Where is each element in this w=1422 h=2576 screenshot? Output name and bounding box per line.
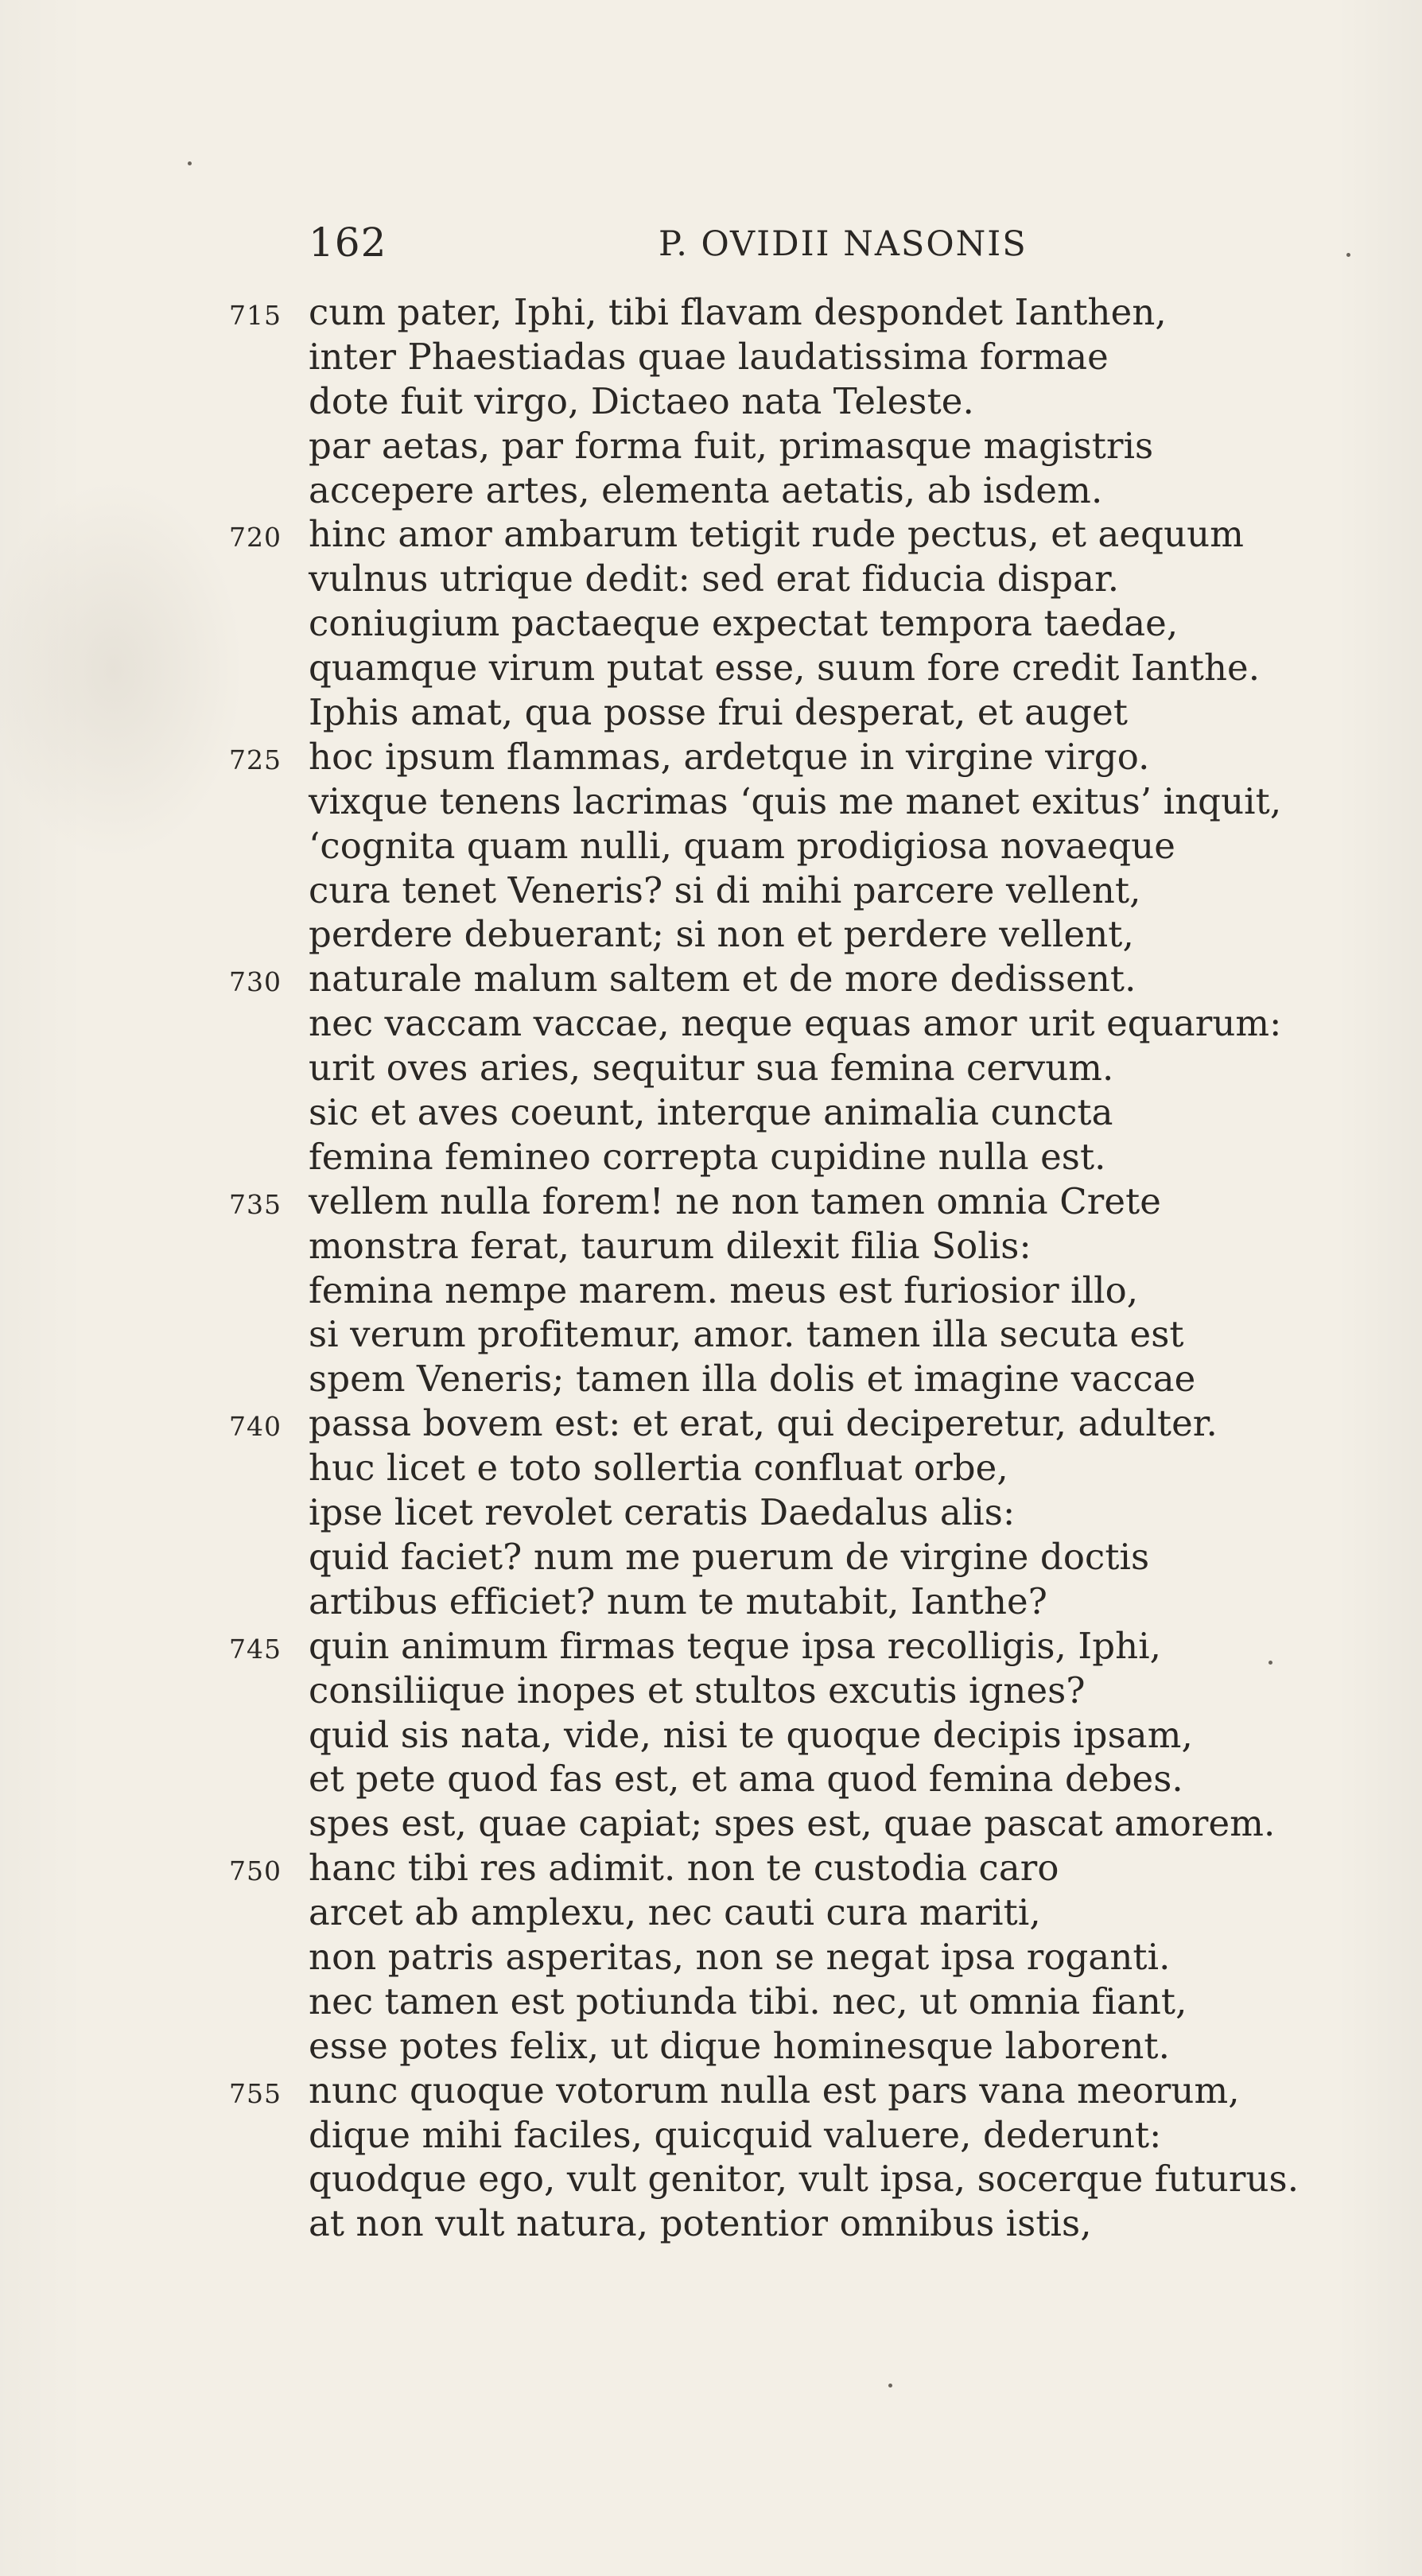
verse-line [229, 646, 1358, 690]
verse-line [229, 512, 1358, 557]
verse-text: ipse licet revolet ceratis Daedalus alis: [309, 1491, 1016, 1534]
verse-line [229, 424, 1358, 468]
verse-text: spem Veneris; tamen illa dolis et imagine vaccae [309, 1358, 1196, 1401]
verse-line [229, 1980, 1358, 2024]
verse-text: vellem nulla forem! ne non tamen omnia Crete [309, 1179, 1162, 1222]
verse-line [229, 2113, 1358, 2158]
verse-text: vulnus utrique dedit: sed erat fiducia dispar. [309, 558, 1120, 600]
verse-text: artibus efficiet? num te mutabit, Ianthe? [309, 1579, 1047, 1622]
verse-text: arcet ab amplexu, nec cauti cura mariti, [309, 1891, 1041, 1934]
verse-text: quid faciet? num me puerum de virgine doctis [309, 1535, 1150, 1578]
verse-line [229, 1001, 1358, 1046]
line-number: 735 [229, 1188, 282, 1220]
verse-text: nec vaccam vaccae, neque equas amor urit equarum: [309, 1002, 1282, 1045]
verse-line [229, 735, 1358, 779]
print-speck [1269, 1661, 1272, 1665]
verse-line [229, 1535, 1358, 1579]
verse-line [229, 1224, 1358, 1269]
verse-text: accepere artes, elementa aetatis, ab isdem. [309, 468, 1103, 511]
verse-text: urit oves aries, sequitur sua femina cervum. [309, 1047, 1114, 1090]
verse-line [229, 1713, 1358, 1758]
verse-line [229, 824, 1358, 868]
verse-line [229, 2157, 1358, 2201]
verse-text: at non vult natura, potentior omnibus istis, [309, 2202, 1092, 2245]
verse-text: nunc quoque votorum nulla est pars vana meorum, [309, 2069, 1240, 2112]
verse-text: naturale malum saltem et de more dedissent. [309, 958, 1136, 1000]
verse-line [229, 601, 1358, 646]
verse-line [229, 2069, 1358, 2113]
verse-text: quid sis nata, vide, nisi te quoque decipis ipsam, [309, 1713, 1193, 1756]
verse-text: cura tenet Veneris? si di mihi parcere vellent, [309, 868, 1141, 911]
verse-line [229, 2024, 1358, 2069]
verse-line [229, 1490, 1358, 1535]
print-speck [1346, 253, 1350, 257]
verse-text: femina nempe marem. meus est furiosior illo, [309, 1269, 1139, 1311]
line-number: 720 [229, 522, 282, 554]
verse-text: par aetas, par forma fuit, primasque magistris [309, 424, 1154, 467]
verse-text: non patris asperitas, non se negat ipsa roganti. [309, 1935, 1171, 1978]
verse-text: spes est, quae capiat; spes est, quae pascat amorem. [309, 1802, 1276, 1845]
verse-line [229, 468, 1358, 513]
line-number: 725 [229, 744, 282, 775]
verse-text: hoc ipsum flammas, ardetque in virgine virgo. [309, 735, 1150, 778]
verse-text: vixque tenens lacrimas ‘quis me manet exitus’ inquit, [309, 779, 1282, 822]
verse-text: coniugium pactaeque expectat tempora taedae, [309, 602, 1179, 645]
verse-text: passa bovem est: et erat, qui deciperetur, adulter. [309, 1402, 1218, 1445]
verse-line [229, 1090, 1358, 1135]
verse-text: consiliique inopes et stultos excutis ignes? [309, 1669, 1086, 1712]
line-number: 715 [229, 300, 282, 331]
verse-line [229, 1357, 1358, 1401]
verse-line [229, 1935, 1358, 1980]
verse-text: monstra ferat, taurum dilexit filia Solis: [309, 1224, 1032, 1267]
verse-line [229, 912, 1358, 957]
verse-text: hanc tibi res adimit. non te custodia caro [309, 1847, 1059, 1890]
line-number: 745 [229, 1633, 282, 1665]
verse-line [229, 2201, 1358, 2246]
verse-line [229, 1890, 1358, 1935]
verse-line [229, 1046, 1358, 1090]
verse-text: quin animum firmas teque ipsa recolligis, Iphi, [309, 1624, 1162, 1667]
verse-text: huc licet e toto sollertia confluat orbe, [309, 1447, 1008, 1490]
verse-text: quodque ego, vult genitor, vult ipsa, socerque futurus. [309, 2158, 1300, 2201]
verse-line [229, 335, 1358, 379]
verse-text: femina femineo correpta cupidine nulla est. [309, 1135, 1106, 1178]
print-speck [888, 2384, 892, 2388]
line-number: 740 [229, 1411, 282, 1443]
verse-line [229, 1579, 1358, 1624]
line-number: 750 [229, 1855, 282, 1887]
verse-text: sic et aves coeunt, interque animalia cuncta [309, 1091, 1113, 1134]
verse-text: et pete quod fas est, et ama quod femina debes. [309, 1758, 1183, 1801]
line-number: 730 [229, 966, 282, 998]
verse-block [229, 290, 1358, 2246]
verse-text: cum pater, Iphi, tibi flavam despondet Ianthen, [309, 291, 1167, 333]
verse-text: hinc amor ambarum tetigit rude pectus, et aequum [309, 513, 1245, 556]
verse-line [229, 1801, 1358, 1846]
verse-line [229, 290, 1358, 335]
page-header [309, 215, 1346, 270]
verse-line [229, 1669, 1358, 1713]
verse-line [229, 1624, 1358, 1669]
verse-text: quamque virum putat esse, suum fore credit Ianthe. [309, 647, 1261, 690]
verse-line [229, 379, 1358, 424]
verse-text: ‘cognita quam nulli, quam prodigiosa novaeque [309, 824, 1175, 867]
verse-line [229, 1846, 1358, 1890]
line-number: 755 [229, 2077, 282, 2109]
verse-line [229, 1269, 1358, 1313]
verse-text: esse potes felix, ut dique hominesque laborent. [309, 2024, 1171, 2067]
page-number: 162 [309, 220, 387, 266]
verse-line [229, 868, 1358, 913]
verse-line [229, 957, 1358, 1001]
verse-text: perdere debuerant; si non et perdere vellent, [309, 913, 1134, 956]
verse-line [229, 690, 1358, 735]
verse-line [229, 1446, 1358, 1490]
verse-line [229, 779, 1358, 824]
verse-text: nec tamen est potiunda tibi. nec, ut omnia fiant, [309, 1980, 1187, 2022]
verse-text: dote fuit virgo, Dictaeo nata Teleste. [309, 379, 974, 422]
verse-line [229, 1135, 1358, 1179]
verse-text: si verum profitemur, amor. tamen illa secuta est [309, 1313, 1184, 1356]
verse-line [229, 557, 1358, 601]
running-title: P. OVIDII NASONIS [659, 224, 1028, 264]
print-speck [188, 161, 192, 165]
verse-line [229, 1757, 1358, 1801]
verse-line [229, 1179, 1358, 1224]
verse-text: inter Phaestiadas quae laudatissima formae [309, 335, 1109, 378]
verse-line [229, 1312, 1358, 1357]
verse-text: Iphis amat, qua posse frui desperat, et auget [309, 691, 1129, 734]
verse-text: dique mihi faciles, quicquid valuere, dederunt: [309, 2113, 1162, 2156]
verse-line [229, 1401, 1358, 1446]
